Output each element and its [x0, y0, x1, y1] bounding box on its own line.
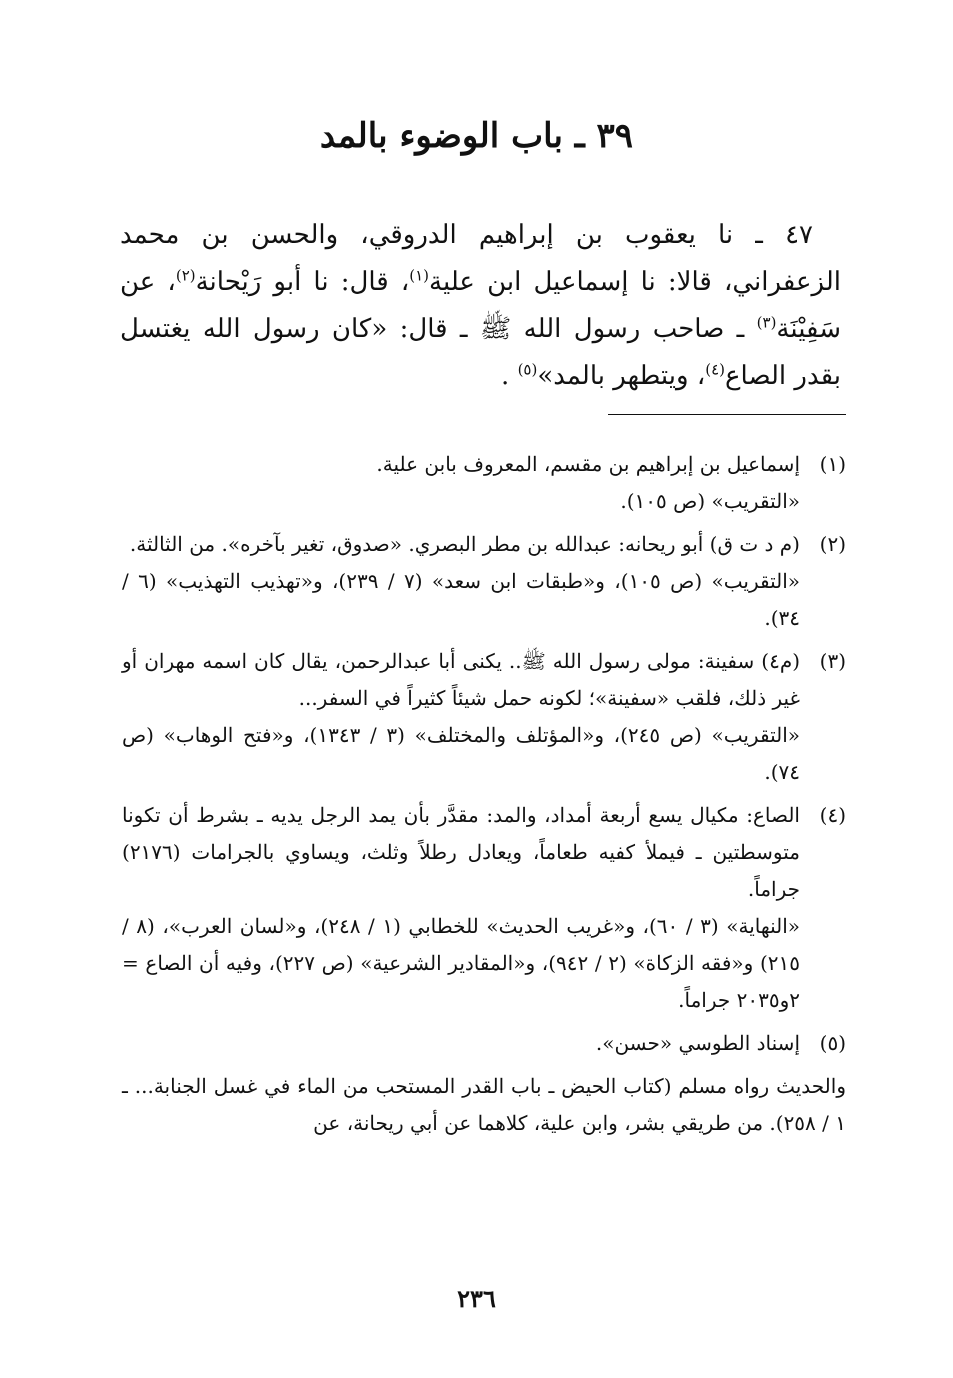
- footnote-line: «التقريب» (ص ٢٤٥)، و«المؤتلف والمختلف» (٣ / ١٣٤٣)، و«فتح الوهاب» (ص ٧٤).: [122, 723, 800, 784]
- footnotes: [122, 446, 846, 1142]
- footnote-line: إسناد الطوسي «حسن».: [595, 1031, 800, 1055]
- hadith-part: ، عن سَفِيْنَة: [120, 267, 841, 344]
- hadith-part: ٤٧ ـ نا يعقوب بن إبراهيم الدروقي، والحسن بن محمد الزعفراني، قالا: نا إسماعيل ابن علية: [120, 220, 841, 297]
- hadith-paragraph: [120, 212, 841, 400]
- footnote-number: (٢): [819, 532, 846, 556]
- footnote-ref: (١): [409, 266, 430, 285]
- footnote-divider: [608, 414, 846, 415]
- footnote-line: «النهاية» (٣ / ٦٠)، و«غريب الحديث» للخطابي (١ / ٢٤٨)، و«لسان العرب»، (٨ / ٢١٥) و«فقه الزكاة» (٢ / ٩٤٢)، و«المقادير الشرعية» (ص ٢٢٧)، وفيه أن الصاع = ٢و٢٠٣٥ جراماً.: [122, 914, 800, 1012]
- footnote-line: الصاع: مكيال يسع أربعة أمداد، والمد: مقدَّر بأن يمد الرجل يديه ـ بشرط أن تكونا متوسطتين ـ فيملأ كفيه طعاماً، ويعادل رطلاً وثلث، ويساوي بالجرامات (٢١٧٦) جراماً.: [122, 803, 800, 901]
- footnote-number: (٥): [819, 1031, 846, 1055]
- footnote-ref: (٤): [705, 360, 726, 379]
- footnote-line: إسماعيل بن إبراهيم بن مقسم، المعروف بابن علية.: [376, 452, 800, 476]
- hadith-text: [120, 212, 841, 400]
- footnote-line: (م د ت ق) أبو ريحانه: عبدالله بن مطر البصري. «صدوق، تغير بآخره». من الثالثة.: [129, 532, 800, 556]
- footnote-line: «التقريب» (ص ١٠٥).: [620, 489, 800, 513]
- footnote-3: [122, 643, 846, 791]
- footnote-line: (م٤) سفينة: مولى رسول الله ﷺ.. يكنى أبا عبدالرحمن، يقال كان اسمه مهران أو غير ذلك، فلقب «سفينة»؛ لكونه حمل شيئاً كثيراً في السفر...: [122, 649, 800, 710]
- hadith-part: ـ صاحب رسول الله ﷺ ـ قال: «كان رسول الله يغتسل بقدر الصاع: [120, 314, 841, 391]
- hadith-part: .: [501, 361, 518, 391]
- footnote-4: [122, 797, 846, 1019]
- closing-note: والحديث رواه مسلم (كتاب الحيض ـ باب القدر المستحب من الماء في غسل الجنابة... ـ ١ / ٢٥٨). من طريقي بشر، وابن علية، كلاهما عن أبي ريحانة، عن: [122, 1074, 846, 1135]
- footnote-ref: (٢): [175, 266, 196, 285]
- footnote-number: (١): [819, 452, 846, 476]
- hadith-part: ، قال: نا أبو رَيْحانة: [195, 267, 410, 297]
- footnote-number: (٤): [819, 803, 846, 827]
- footnote-2: [122, 526, 846, 637]
- footnote-number: (٣): [819, 649, 846, 673]
- footnote-5: [122, 1025, 846, 1062]
- page-number: ٢٣٦: [457, 1284, 496, 1313]
- chapter-title: ٣٩ ـ باب الوضوء بالمد: [319, 116, 634, 156]
- footnote-ref: (٣): [756, 313, 777, 332]
- hadith-part: ، ويتطهر بالمد»: [537, 361, 706, 391]
- footnote-1: [122, 446, 846, 520]
- footnote-ref: (٥): [517, 360, 538, 379]
- footnote-line: «التقريب» (ص ١٠٥)، و«طبقات ابن سعد» (٧ / ٢٣٩)، و«تهذيب التهذيب» (٦ / ٣٤).: [122, 569, 801, 630]
